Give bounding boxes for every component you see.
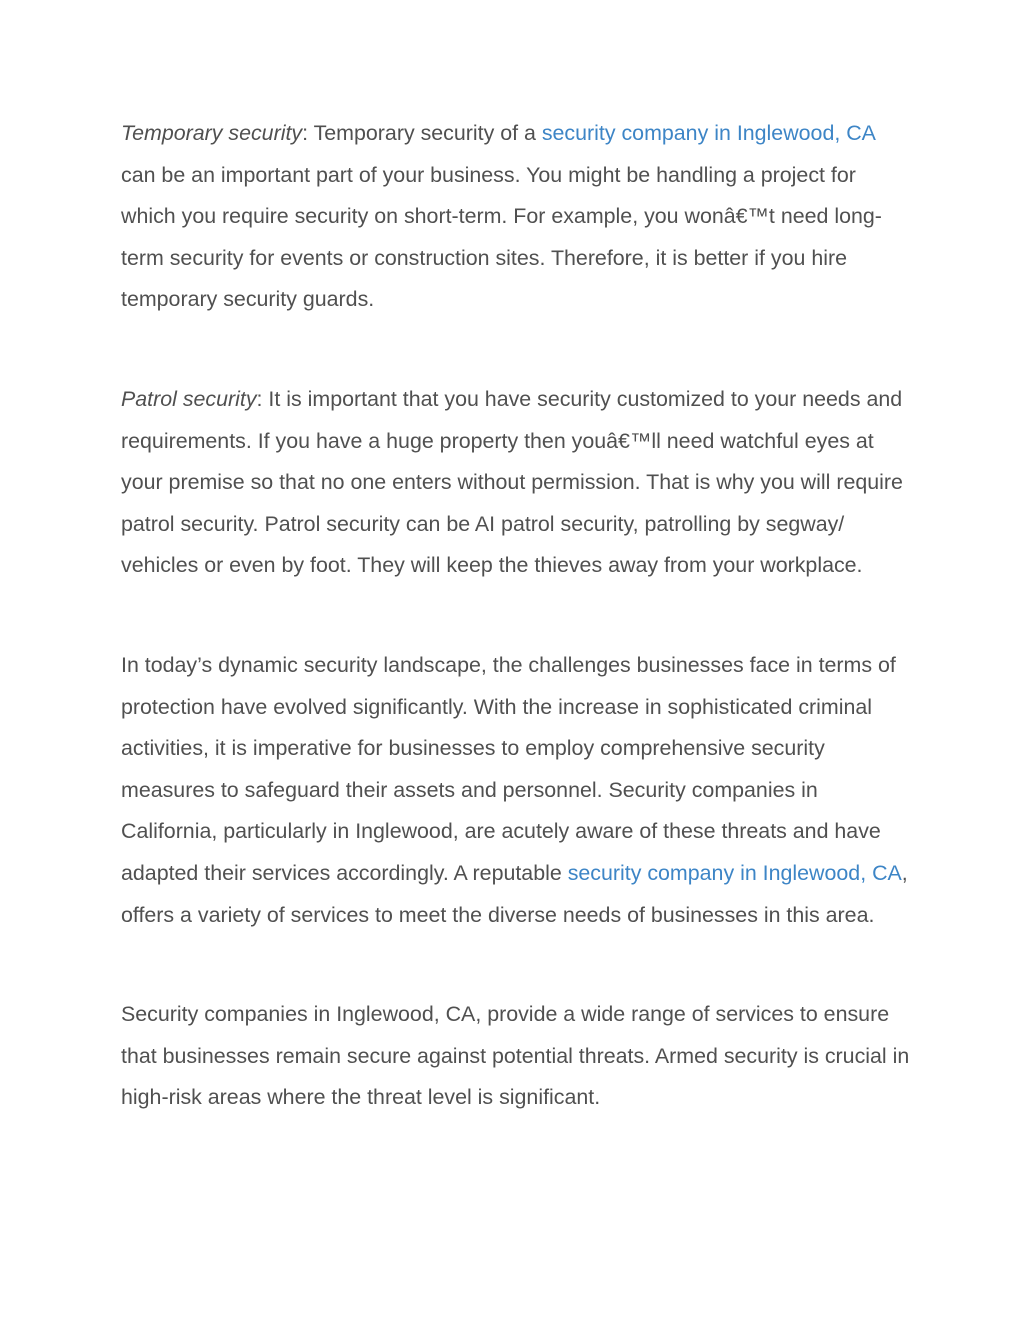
paragraph-text: can be an important part of your business. You might be handling a project for which you require security on short-term. For example, you wonâ€™t need long-term security for events or construction sites. Therefore, it is better if you hire temporary security guards. [121,162,882,312]
paragraph-text: In today’s dynamic security landscape, the challenges businesses face in terms of protection have evolved significantly. With the increase in sophisticated criminal activities, it is imperative for businesses to employ comprehensive security measures to safeguard their assets and personnel. Security companies in California, particularly in Inglewood, are acutely aware of these threats and have adapted their services accordingly. A reputable [121,652,896,885]
paragraph-text: : Temporary security of a [302,121,542,145]
paragraph-temporary-security [121,113,911,321]
term-patrol-security: Patrol security [121,386,257,411]
paragraph-services-range [121,994,911,1119]
document-body [121,113,911,1119]
security-company-link[interactable]: security company in Inglewood, CA [567,860,902,885]
paragraph-text: , offers a variety of services to meet the diverse needs of businesses in this area. [121,860,908,927]
paragraph-text: Security companies in Inglewood, CA, provide a wide range of services to ensure that businesses remain secure against potential threats. Armed security is crucial in high-risk areas where the threat level is significant. [121,1002,910,1110]
security-company-link[interactable]: security company in Inglewood, CA [541,121,875,145]
paragraph-security-landscape [121,645,911,936]
paragraph-text: : It is important that you have security customized to your needs and requirements. If you have a huge property then youâ€™ll need watchful eyes at your premise so that no one enters without permission. That is why you will require patrol security. Patrol security can be AI patrol security, patrolling by segway/ vehicles or even by foot. They will keep the thieves away from your workplace. [121,386,903,578]
paragraph-patrol-security [121,379,911,587]
term-temporary-security: Temporary security [121,121,303,145]
